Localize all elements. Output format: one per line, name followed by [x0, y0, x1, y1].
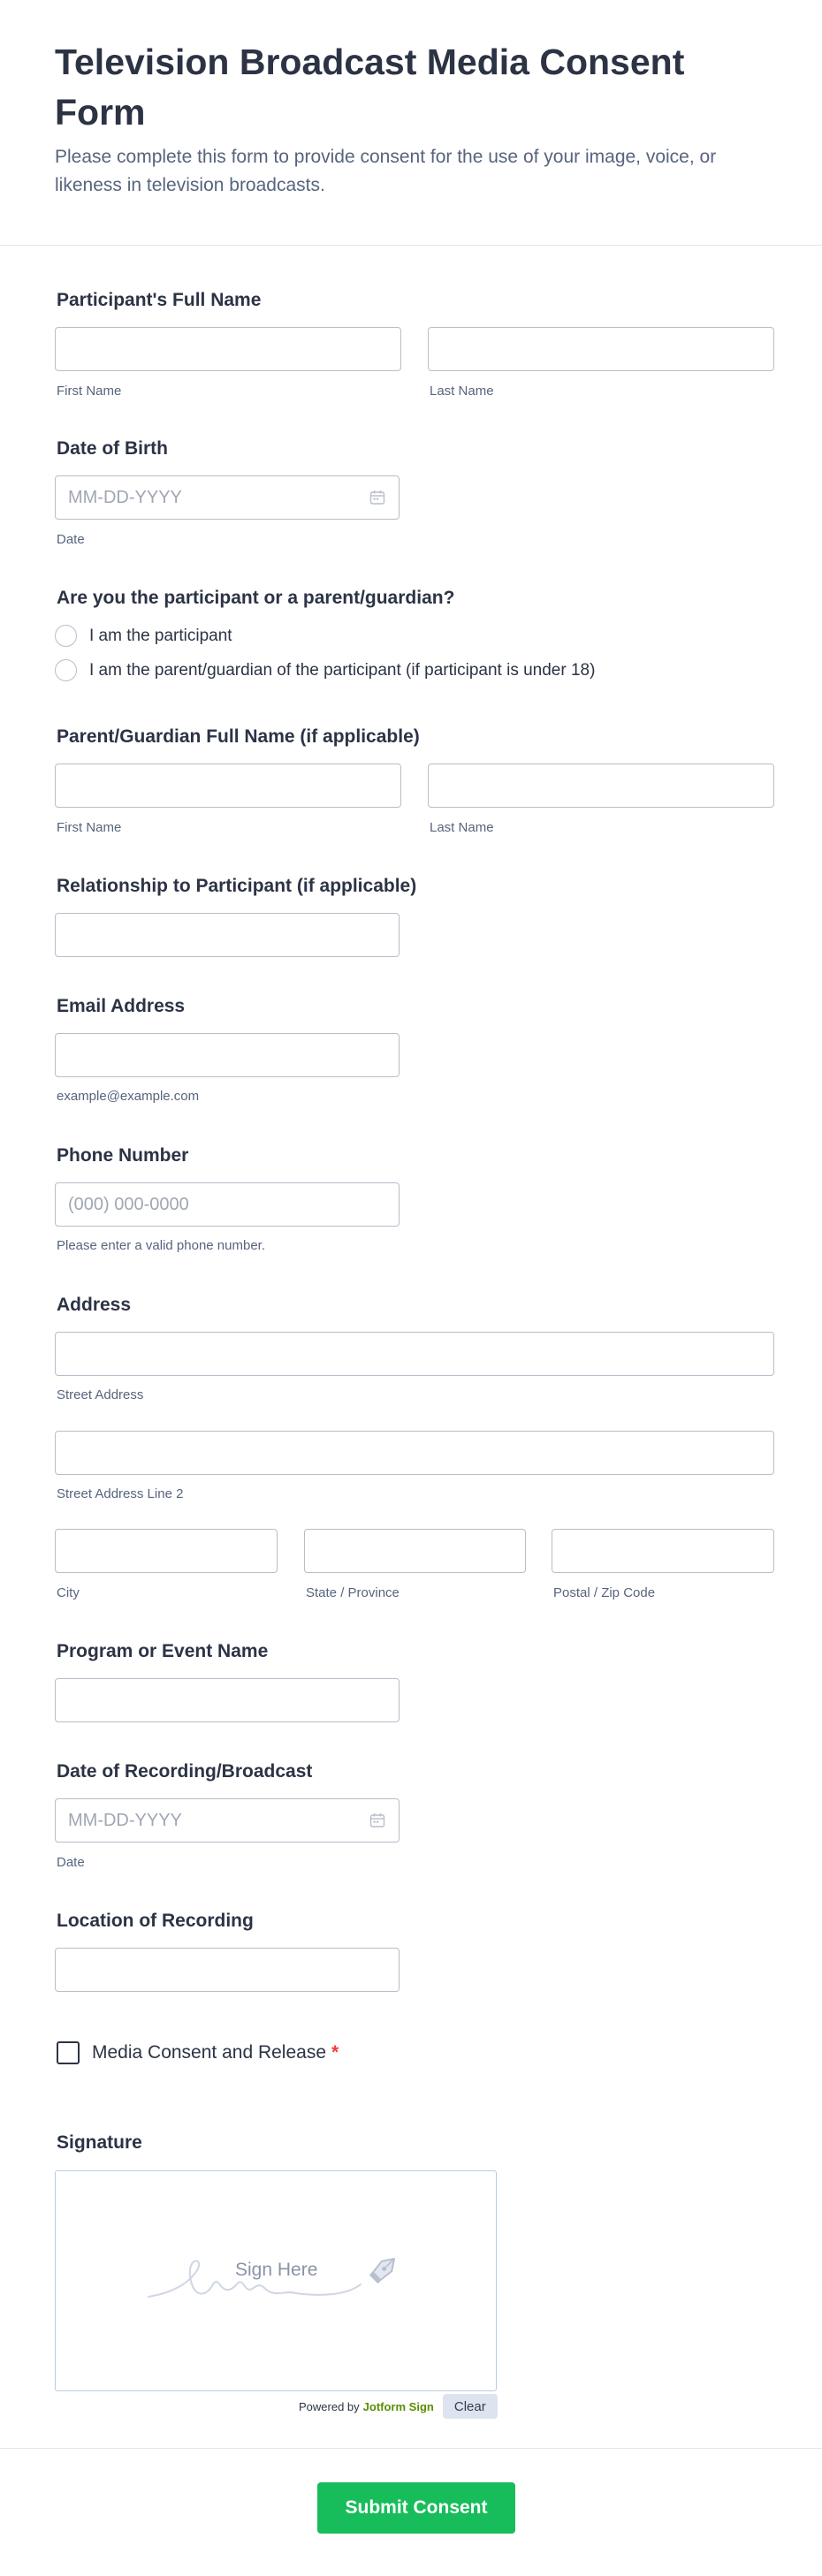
phone-label: Phone Number	[57, 1145, 189, 1166]
form-title: Television Broadcast Media Consent Form	[55, 42, 685, 133]
role-option-guardian[interactable]	[55, 659, 595, 681]
signature-footer	[299, 2394, 498, 2419]
participant-first-name-input[interactable]	[55, 327, 401, 371]
footer-divider	[0, 2448, 822, 2449]
guardian-name-label: Parent/Guardian Full Name (if applicable)	[57, 726, 420, 747]
jotform-sign-link[interactable]: Jotform Sign	[362, 2399, 434, 2413]
recording-date-sublabel: Date	[57, 1855, 85, 1870]
dob-field	[55, 475, 400, 520]
submit-consent-button[interactable]: Submit Consent	[317, 2482, 515, 2534]
consent-label: Media Consent and Release	[92, 2042, 327, 2063]
consent-checkbox[interactable]	[57, 2041, 80, 2064]
address-label: Address	[57, 1295, 132, 1315]
dob-input[interactable]	[55, 475, 400, 520]
zip-sublabel: Postal / Zip Code	[553, 1585, 656, 1600]
guardian-first-name-input[interactable]	[55, 764, 401, 808]
state-sublabel: State / Province	[306, 1585, 400, 1600]
location-label: Location of Recording	[57, 1911, 254, 1931]
email-input[interactable]	[55, 1033, 400, 1077]
relationship-input[interactable]	[55, 913, 400, 957]
role-option-label: I am the parent/guardian of the participant (if participant is under 18)	[89, 660, 596, 680]
signature-squiggle-icon	[56, 2171, 498, 2392]
phone-sublabel: Please enter a valid phone number.	[57, 1238, 265, 1253]
guardian-first-name-sublabel: First Name	[57, 820, 122, 835]
calendar-icon[interactable]	[369, 490, 385, 505]
zip-input[interactable]	[552, 1529, 774, 1573]
location-input[interactable]	[55, 1948, 400, 1992]
calendar-icon[interactable]	[369, 1812, 385, 1828]
role-label: Are you the participant or a parent/guardian?	[57, 588, 455, 608]
email-label: Email Address	[57, 996, 186, 1016]
signature-hint: Sign Here	[235, 2260, 318, 2280]
participant-first-name-sublabel: First Name	[57, 384, 122, 399]
street-address-input[interactable]	[55, 1332, 774, 1376]
consent-checkbox-row[interactable]	[57, 2041, 339, 2064]
relationship-label: Relationship to Participant (if applicable)	[57, 876, 417, 896]
street-address-line2-input[interactable]	[55, 1431, 774, 1475]
phone-input[interactable]	[55, 1182, 400, 1227]
street-address-line2-sublabel: Street Address Line 2	[57, 1486, 184, 1501]
guardian-last-name-input[interactable]	[428, 764, 774, 808]
recording-date-input[interactable]	[55, 1798, 400, 1843]
state-input[interactable]	[304, 1529, 526, 1573]
role-option-label: I am the participant	[89, 626, 232, 645]
city-input[interactable]	[55, 1529, 278, 1573]
participant-name-label: Participant's Full Name	[57, 290, 262, 310]
guardian-last-name-sublabel: Last Name	[430, 820, 494, 835]
clear-signature-button[interactable]: Clear	[443, 2394, 498, 2419]
dob-label: Date of Birth	[57, 438, 168, 459]
role-option-participant[interactable]	[55, 625, 232, 647]
radio-button[interactable]	[55, 659, 77, 681]
street-address-sublabel: Street Address	[57, 1387, 144, 1402]
signature-pad[interactable]	[55, 2170, 497, 2391]
form-header	[0, 0, 822, 246]
city-sublabel: City	[57, 1585, 80, 1600]
program-label: Program or Event Name	[57, 1641, 269, 1661]
recording-date-label: Date of Recording/Broadcast	[57, 1761, 313, 1782]
powered-by-text: Powered by	[299, 2399, 360, 2413]
form-subtitle: Please complete this form to provide consent for the use of your image, voice, or likeness in television broadcasts.	[55, 147, 717, 195]
email-sublabel: example@example.com	[57, 1089, 200, 1104]
recording-date-field	[55, 1798, 400, 1843]
radio-button[interactable]	[55, 625, 77, 647]
program-input[interactable]	[55, 1678, 400, 1722]
dob-sublabel: Date	[57, 532, 85, 547]
signature-label: Signature	[57, 2132, 142, 2153]
participant-last-name-sublabel: Last Name	[430, 384, 494, 399]
pen-icon	[363, 2249, 404, 2290]
participant-last-name-input[interactable]	[428, 327, 774, 371]
required-mark: *	[331, 2042, 339, 2063]
